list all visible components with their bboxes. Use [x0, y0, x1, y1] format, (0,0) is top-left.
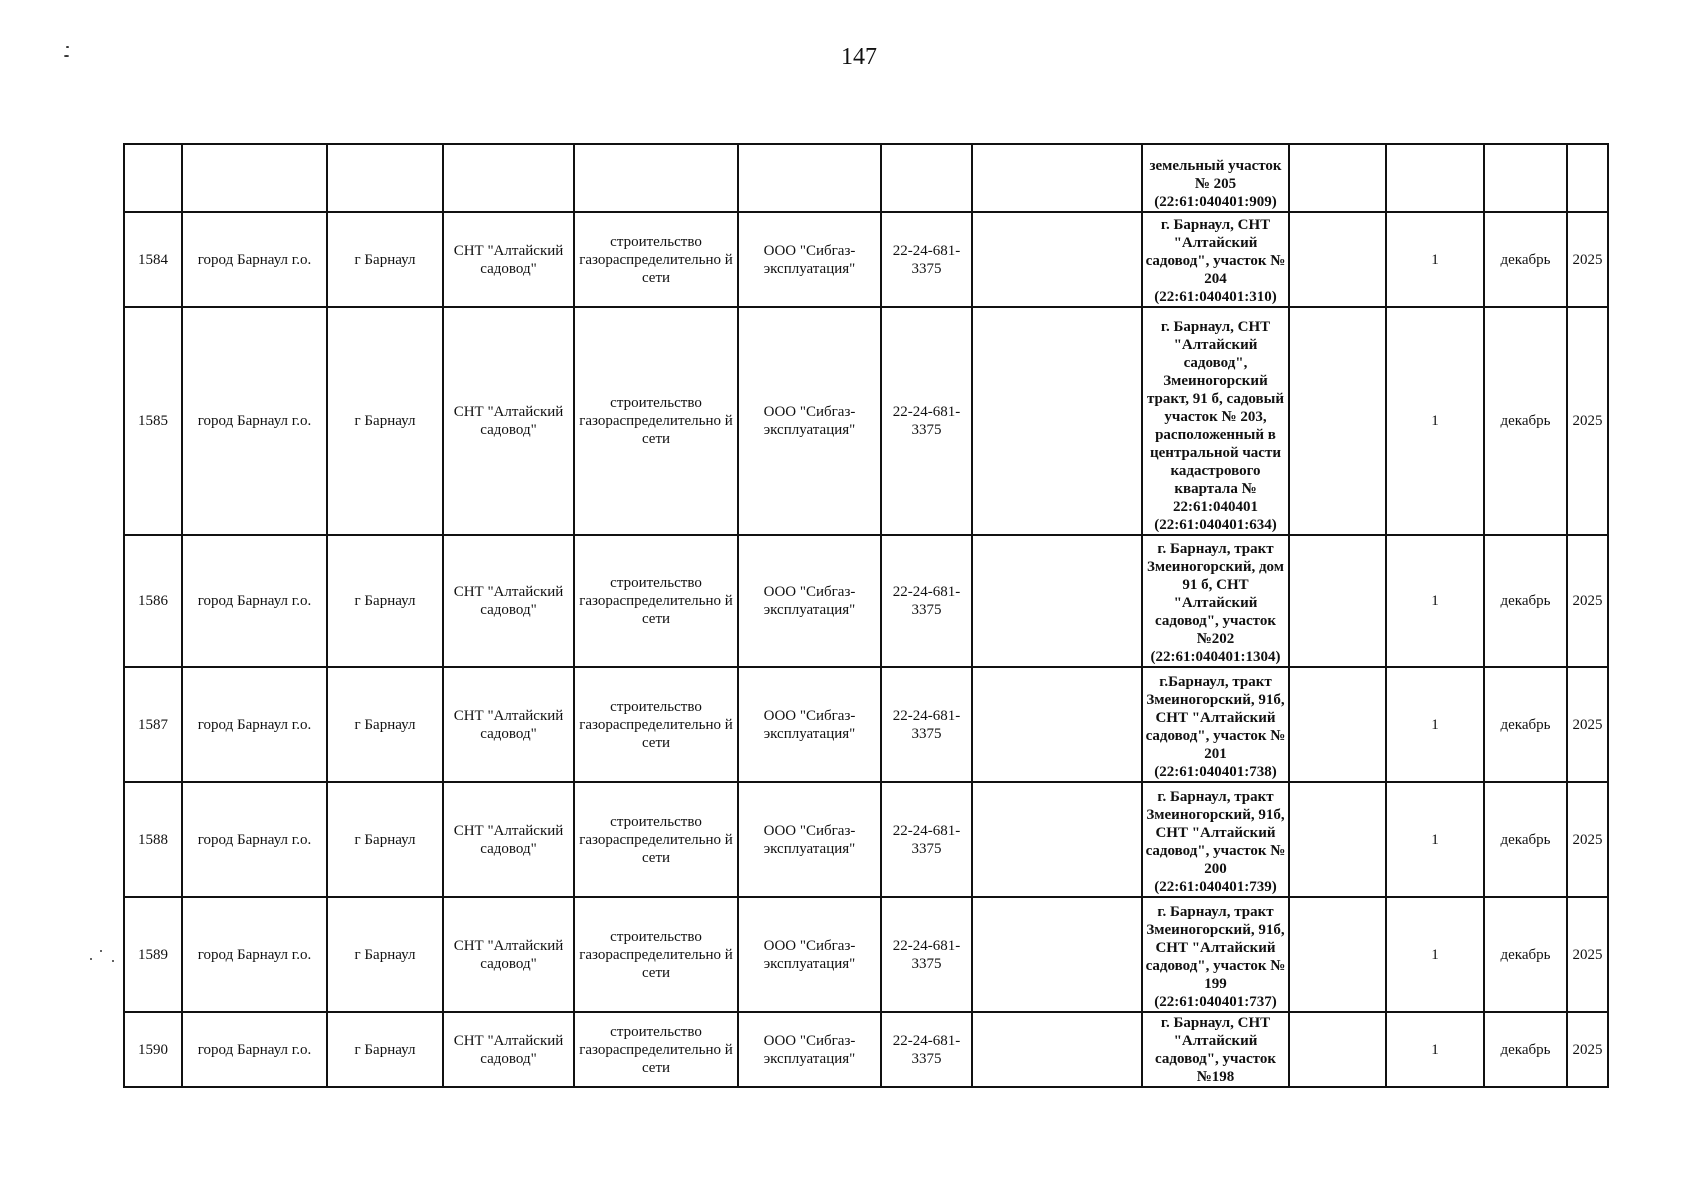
cell-month: декабрь — [1484, 1012, 1567, 1087]
table-row — [124, 307, 1608, 535]
cell-month: декабрь — [1484, 667, 1567, 782]
cell-month — [1484, 144, 1567, 212]
cell-address: г. Барнаул, СНТ "Алтайский садовод", участок №198 — [1142, 1012, 1289, 1087]
cell-work: строительство газораспределительно й сети — [574, 535, 738, 667]
cell-settlement: г Барнаул — [327, 897, 443, 1012]
cell-num: 1589 — [124, 897, 182, 1012]
table-row — [124, 535, 1608, 667]
cell-num: 1585 — [124, 307, 182, 535]
scan-speck — [90, 958, 92, 960]
table-row — [124, 212, 1608, 307]
cell-month: декабрь — [1484, 535, 1567, 667]
cell-year: 2025 — [1567, 307, 1608, 535]
cell-settlement: г Барнаул — [327, 307, 443, 535]
cell-count: 1 — [1386, 307, 1484, 535]
table-body — [124, 144, 1608, 1087]
cell-code: 22-24-681-3375 — [881, 897, 972, 1012]
cell-work: строительство газораспределительно й сети — [574, 212, 738, 307]
cell-district: город Барнаул г.о. — [182, 212, 327, 307]
table-row-continuation — [124, 144, 1608, 212]
cell-extra — [972, 144, 1142, 212]
cell-object: СНТ "Алтайский садовод" — [443, 897, 574, 1012]
cell-year: 2025 — [1567, 667, 1608, 782]
cell-code: 22-24-681-3375 — [881, 535, 972, 667]
cell-num: 1587 — [124, 667, 182, 782]
table-row — [124, 897, 1608, 1012]
cell-object — [443, 144, 574, 212]
cell-count: 1 — [1386, 897, 1484, 1012]
cell-district: город Барнаул г.о. — [182, 782, 327, 897]
cell-num — [124, 144, 182, 212]
cell-work: строительство газораспределительно й сети — [574, 1012, 738, 1087]
cell-org: ООО "Сибгаз-эксплуатация" — [738, 212, 881, 307]
cell-code: 22-24-681-3375 — [881, 212, 972, 307]
cell-work: строительство газораспределительно й сети — [574, 667, 738, 782]
cell-extra — [972, 782, 1142, 897]
cell-blank — [1289, 144, 1386, 212]
cell-code: 22-24-681-3375 — [881, 307, 972, 535]
cell-object: СНТ "Алтайский садовод" — [443, 667, 574, 782]
cell-extra — [972, 307, 1142, 535]
cell-code: 22-24-681-3375 — [881, 782, 972, 897]
cell-settlement: г Барнаул — [327, 667, 443, 782]
cell-org: ООО "Сибгаз-эксплуатация" — [738, 782, 881, 897]
cell-num: 1586 — [124, 535, 182, 667]
cell-extra — [972, 667, 1142, 782]
cell-blank — [1289, 535, 1386, 667]
cell-org: ООО "Сибгаз-эксплуатация" — [738, 897, 881, 1012]
cell-month: декабрь — [1484, 897, 1567, 1012]
cell-work: строительство газораспределительно й сети — [574, 897, 738, 1012]
cell-object: СНТ "Алтайский садовод" — [443, 535, 574, 667]
cell-district — [182, 144, 327, 212]
scan-speck — [112, 960, 114, 962]
cell-month: декабрь — [1484, 307, 1567, 535]
cell-object: СНТ "Алтайский садовод" — [443, 307, 574, 535]
cell-num: 1584 — [124, 212, 182, 307]
document-table-container — [123, 143, 1609, 1088]
cell-org: ООО "Сибгаз-эксплуатация" — [738, 1012, 881, 1087]
cell-district: город Барнаул г.о. — [182, 667, 327, 782]
scan-speck — [64, 55, 69, 57]
cell-blank — [1289, 307, 1386, 535]
cell-code: 22-24-681-3375 — [881, 1012, 972, 1087]
cell-count: 1 — [1386, 535, 1484, 667]
cell-district: город Барнаул г.о. — [182, 535, 327, 667]
cell-blank — [1289, 667, 1386, 782]
cell-blank — [1289, 897, 1386, 1012]
cell-address: г. Барнаул, тракт Змеиногорский, дом 91 б, СНТ "Алтайский садовод", участок №202 (22:61:040401:1304) — [1142, 535, 1289, 667]
table-row — [124, 667, 1608, 782]
cell-count — [1386, 144, 1484, 212]
cell-blank — [1289, 1012, 1386, 1087]
cell-district: город Барнаул г.о. — [182, 1012, 327, 1087]
cell-org: ООО "Сибгаз-эксплуатация" — [738, 307, 881, 535]
document-table — [123, 143, 1609, 1088]
cell-extra — [972, 897, 1142, 1012]
cell-address: г. Барнаул, СНТ "Алтайский садовод", участок № 204 (22:61:040401:310) — [1142, 212, 1289, 307]
table-row — [124, 782, 1608, 897]
scan-speck — [66, 46, 69, 48]
cell-code — [881, 144, 972, 212]
cell-year: 2025 — [1567, 897, 1608, 1012]
cell-address: г. Барнаул, тракт Змеиногорский, 91б, СНТ "Алтайский садовод", участок № 200 (22:61:040401:739) — [1142, 782, 1289, 897]
cell-address: г. Барнаул, тракт Змеиногорский, 91б, СНТ "Алтайский садовод", участок № 199 (22:61:040401:737) — [1142, 897, 1289, 1012]
cell-year — [1567, 144, 1608, 212]
cell-count: 1 — [1386, 782, 1484, 897]
cell-count: 1 — [1386, 212, 1484, 307]
cell-object: СНТ "Алтайский садовод" — [443, 782, 574, 897]
cell-address: г. Барнаул, СНТ "Алтайский садовод", Змеиногорский тракт, 91 б, садовый участок № 203, расположенный в центральной части кадастрового квартала № 22:61:040401 (22:61:040401:634) — [1142, 307, 1289, 535]
cell-year: 2025 — [1567, 782, 1608, 897]
cell-object: СНТ "Алтайский садовод" — [443, 212, 574, 307]
cell-year: 2025 — [1567, 535, 1608, 667]
cell-work — [574, 144, 738, 212]
cell-settlement — [327, 144, 443, 212]
cell-extra — [972, 1012, 1142, 1087]
cell-org — [738, 144, 881, 212]
cell-year: 2025 — [1567, 212, 1608, 307]
cell-year: 2025 — [1567, 1012, 1608, 1087]
cell-blank — [1289, 782, 1386, 897]
cell-object: СНТ "Алтайский садовод" — [443, 1012, 574, 1087]
cell-org: ООО "Сибгаз-эксплуатация" — [738, 667, 881, 782]
cell-settlement: г Барнаул — [327, 1012, 443, 1087]
cell-work: строительство газораспределительно й сети — [574, 782, 738, 897]
cell-settlement: г Барнаул — [327, 212, 443, 307]
table-row — [124, 1012, 1608, 1087]
cell-count: 1 — [1386, 1012, 1484, 1087]
cell-settlement: г Барнаул — [327, 535, 443, 667]
cell-count: 1 — [1386, 667, 1484, 782]
scan-speck — [100, 950, 102, 952]
cell-extra — [972, 535, 1142, 667]
cell-settlement: г Барнаул — [327, 782, 443, 897]
cell-org: ООО "Сибгаз-эксплуатация" — [738, 535, 881, 667]
cell-address: земельный участок № 205 (22:61:040401:909) — [1142, 144, 1289, 212]
page-number: 147 — [841, 44, 877, 70]
cell-month: декабрь — [1484, 212, 1567, 307]
cell-blank — [1289, 212, 1386, 307]
cell-address: г.Барнаул, тракт Змеиногорский, 91б, СНТ "Алтайский садовод", участок № 201 (22:61:040401:738) — [1142, 667, 1289, 782]
cell-district: город Барнаул г.о. — [182, 307, 327, 535]
cell-num: 1590 — [124, 1012, 182, 1087]
cell-month: декабрь — [1484, 782, 1567, 897]
cell-work: строительство газораспределительно й сети — [574, 307, 738, 535]
cell-num: 1588 — [124, 782, 182, 897]
cell-extra — [972, 212, 1142, 307]
cell-district: город Барнаул г.о. — [182, 897, 327, 1012]
cell-code: 22-24-681-3375 — [881, 667, 972, 782]
